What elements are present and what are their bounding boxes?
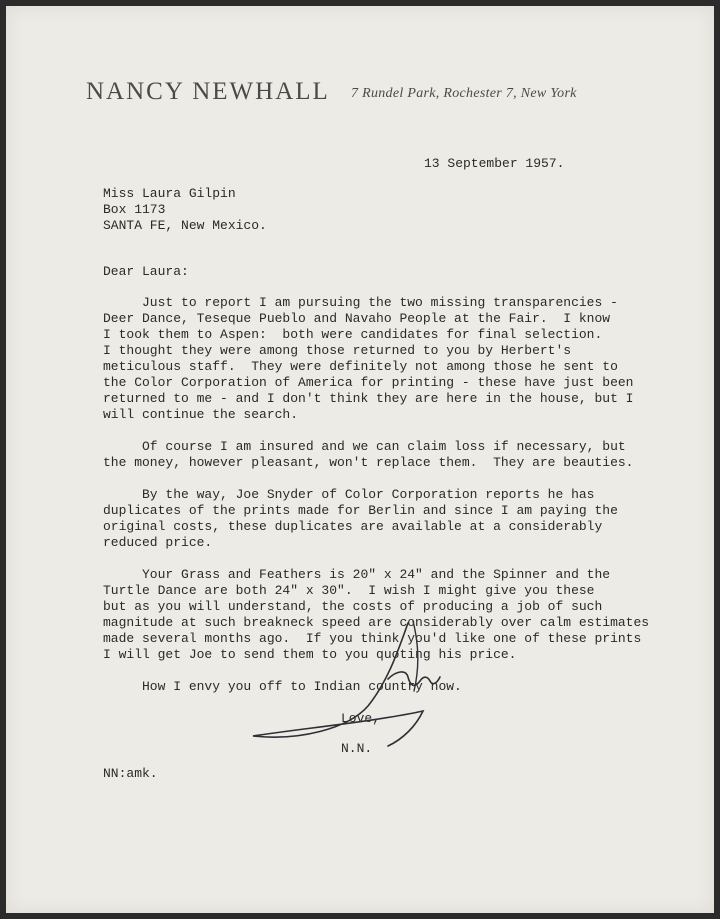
body-line: but as you will understand, the costs of producing a job of such xyxy=(103,599,603,614)
typist-reference: NN:amk. xyxy=(103,766,158,781)
body-line: I thought they were among those returned to you by Herbert's xyxy=(103,343,572,358)
body-line: Your Grass and Feathers is 20" x 24" and the Spinner and the xyxy=(103,567,611,582)
body-line: How I envy you off to Indian country now. xyxy=(103,679,462,694)
body-line: meticulous staff. They were definitely not among those he sent to xyxy=(103,359,618,374)
body-line: I took them to Aspen: both were candidates for final selection. xyxy=(103,327,603,342)
body-line: Deer Dance, Teseque Pueblo and Navaho People at the Fair. I know xyxy=(103,311,611,326)
body-line: reduced price. xyxy=(103,535,213,550)
body-line: Just to report I am pursuing the two missing transparencies - xyxy=(103,295,618,310)
body-line: the Color Corporation of America for printing - these have just been xyxy=(103,375,634,390)
body-line: will continue the search. xyxy=(103,407,299,422)
body-line: I will get Joe to send them to you quoting his price. xyxy=(103,647,517,662)
signature xyxy=(238,611,448,751)
initials: N.N. xyxy=(341,741,373,756)
body-line: made several months ago. If you think you'd like one of these prints xyxy=(103,631,642,646)
body-line: Turtle Dance are both 24" x 30". I wish I might give you these xyxy=(103,583,595,598)
letterhead-name: NANCY NEWHALL xyxy=(86,78,330,105)
recipient-name: Miss Laura Gilpin xyxy=(103,186,236,201)
letterhead-address: 7 Rundel Park, Rochester 7, New York xyxy=(351,86,577,101)
recipient-city: SANTA FE, New Mexico. xyxy=(103,218,267,233)
body-line: duplicates of the prints made for Berlin and since I am paying the xyxy=(103,503,618,518)
letter-date: 13 September 1957. xyxy=(424,156,565,171)
body-line: returned to me - and I don't think they are here in the house, but I xyxy=(103,391,634,406)
letter-page xyxy=(6,6,714,913)
body-line: original costs, these duplicates are available at a considerably xyxy=(103,519,603,534)
closing: Love, xyxy=(341,711,381,726)
body-line: Of course I am insured and we can claim loss if necessary, but xyxy=(103,439,626,454)
salutation: Dear Laura: xyxy=(103,264,189,279)
body-line: By the way, Joe Snyder of Color Corporation reports he has xyxy=(103,487,595,502)
recipient-box: Box 1173 xyxy=(103,202,166,217)
body-line: magnitude at such breakneck speed are considerably over calm estimates xyxy=(103,615,650,630)
body-line: the money, however pleasant, won't replace them. They are beauties. xyxy=(103,455,634,470)
